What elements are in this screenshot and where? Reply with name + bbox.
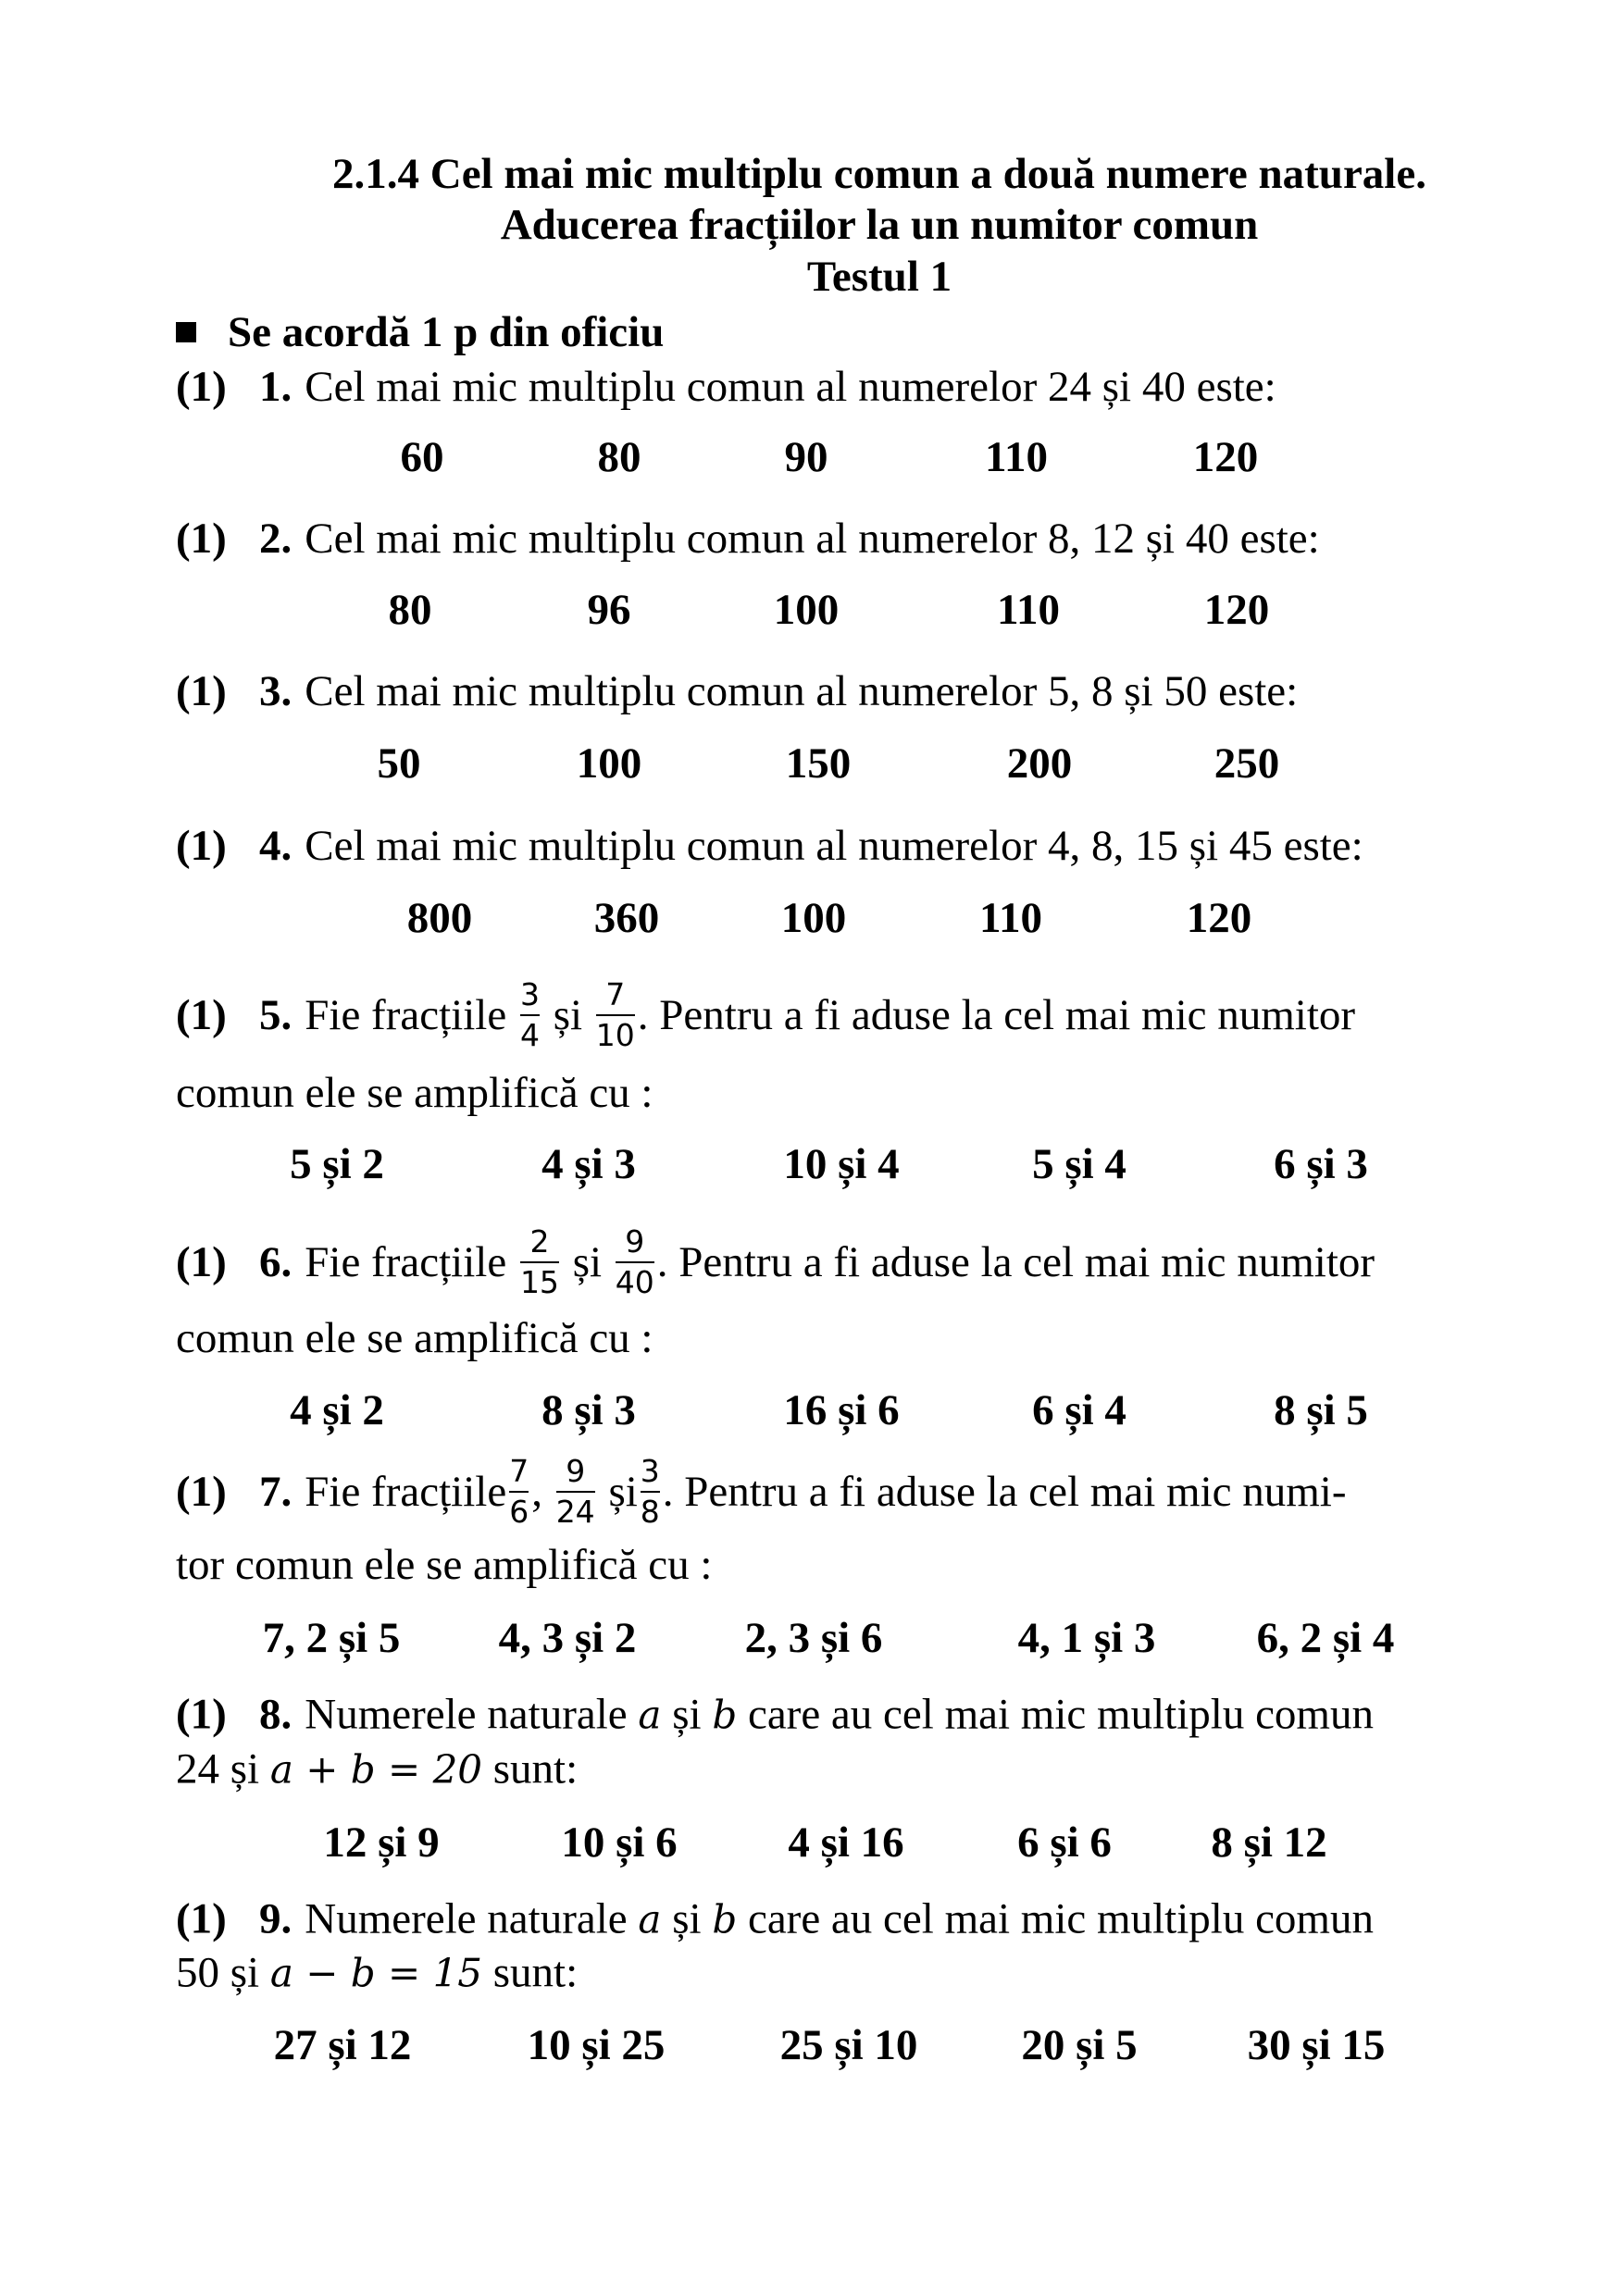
question-text: Cel mai mic multiplu comun al numerelor 5, 8 și 50 este: [305, 667, 1299, 715]
answer-option[interactable]: 110 [985, 433, 1048, 481]
numerator: 9 [625, 1223, 645, 1260]
numerator: 7 [605, 976, 626, 1012]
question-text-line2: comun ele se amplifică cu : [176, 1069, 653, 1117]
conjunction: și [572, 1237, 603, 1286]
answer-option[interactable]: 10 și 25 [527, 2021, 666, 2069]
variable-a: a [638, 1692, 662, 1738]
question-number: 9. [259, 1894, 292, 1943]
answer-option[interactable]: 200 [1006, 739, 1073, 788]
answer-option[interactable]: 120 [1186, 894, 1252, 942]
denominator: 15 [519, 1264, 559, 1300]
denominator: 6 [509, 1494, 529, 1530]
answer-option[interactable]: 80 [597, 433, 641, 481]
answer-option[interactable]: 8 și 5 [1274, 1386, 1368, 1434]
answer-option[interactable]: 96 [587, 586, 631, 634]
answer-option[interactable]: 100 [780, 894, 847, 942]
answer-option[interactable]: 360 [593, 894, 660, 942]
answer-option[interactable]: 6 și 3 [1274, 1140, 1368, 1188]
points: (1) [176, 1690, 227, 1739]
answer-option[interactable]: 2, 3 și 6 [744, 1614, 883, 1662]
answer-option[interactable]: 50 [377, 739, 421, 788]
answer-option[interactable]: 100 [576, 739, 642, 788]
section-title: 2.1.4 Cel mai mic multiplu comun a două numere naturale. [332, 150, 1426, 198]
variable-b: b [712, 1692, 738, 1738]
numerator: 2 [529, 1223, 550, 1260]
question-text: . Pentru a fi aduse la cel mai mic numi- [662, 1467, 1347, 1516]
question-2 [176, 511, 1320, 566]
answer-option[interactable]: 12 și 9 [323, 1818, 440, 1867]
question-text: care au cel mai mic multiplu comun [747, 1690, 1374, 1739]
points: (1) [176, 990, 227, 1039]
question-7 [176, 1453, 1347, 1533]
question-number: 4. [259, 822, 292, 870]
answer-option[interactable]: 16 și 6 [783, 1386, 900, 1434]
numerator: 7 [509, 1453, 529, 1489]
question-1 [176, 359, 1276, 415]
question-text: Fie fracțiile [305, 990, 507, 1039]
conjunction: și [608, 1467, 638, 1516]
answer-option[interactable]: 120 [1203, 586, 1270, 634]
question-text: Fie fracțiile [305, 1467, 507, 1516]
answer-option[interactable]: 110 [997, 586, 1060, 634]
fraction [641, 1454, 660, 1530]
points: (1) [176, 667, 227, 715]
math-expression: a + b = 20 [269, 1746, 483, 1793]
question-text: 24 și [176, 1744, 260, 1793]
question-text: sunt: [492, 1948, 579, 1997]
fraction [520, 1224, 559, 1300]
answer-option[interactable]: 120 [1192, 433, 1259, 481]
question-text: Cel mai mic multiplu comun al numerelor 4, 8, 15 și 45 este: [305, 822, 1363, 870]
answer-option[interactable]: 80 [388, 586, 432, 634]
question-8 [176, 1687, 1374, 1744]
denominator: 24 [555, 1494, 595, 1530]
question-number: 6. [259, 1237, 292, 1286]
question-4 [176, 818, 1363, 874]
answer-option[interactable]: 4 și 3 [541, 1140, 636, 1188]
question-text-line2: tor comun ele se amplifică cu : [176, 1541, 713, 1589]
numerator: 9 [566, 1453, 586, 1489]
answer-option[interactable]: 5 și 4 [1032, 1140, 1126, 1188]
answer-option[interactable]: 4, 1 și 3 [1017, 1614, 1156, 1662]
points: (1) [176, 515, 227, 563]
question-number: 7. [259, 1467, 292, 1516]
denominator: 10 [595, 1017, 635, 1053]
question-text: Fie fracțiile [305, 1237, 507, 1286]
denominator: 40 [615, 1264, 654, 1300]
question-text: Cel mai mic multiplu comun al numerelor 24 și 40 este: [305, 363, 1276, 411]
conjunction: și [672, 1690, 702, 1739]
answer-option[interactable]: 250 [1214, 739, 1280, 788]
answer-option[interactable]: 800 [406, 894, 473, 942]
denominator: 8 [640, 1494, 660, 1530]
question-text: Numerele naturale [305, 1894, 628, 1943]
question-9 [176, 1892, 1374, 1948]
conjunction: și [553, 990, 583, 1039]
variable-b: b [712, 1896, 738, 1942]
question-text: 50 și [176, 1948, 260, 1997]
question-number: 5. [259, 990, 292, 1039]
question-8-line2 [176, 1742, 578, 1798]
comma: , [531, 1467, 542, 1516]
answer-option[interactable]: 90 [784, 433, 828, 481]
answer-option[interactable]: 8 și 12 [1211, 1818, 1327, 1867]
note-text: Se acordă 1 p din oficiu [228, 308, 665, 356]
answer-option[interactable]: 10 și 4 [783, 1140, 900, 1188]
fraction [520, 977, 540, 1053]
answer-option[interactable]: 10 și 6 [561, 1818, 678, 1867]
points: (1) [176, 363, 227, 411]
answer-option[interactable]: 7, 2 și 5 [262, 1614, 401, 1662]
answer-option[interactable]: 60 [400, 433, 444, 481]
answer-option[interactable]: 4, 3 și 2 [498, 1614, 637, 1662]
answer-option[interactable]: 6 și 4 [1032, 1386, 1126, 1434]
fraction [616, 1224, 654, 1300]
question-number: 2. [259, 515, 292, 563]
answer-option[interactable]: 4 și 2 [290, 1386, 384, 1434]
square-bullet-icon [176, 322, 196, 342]
points: (1) [176, 1894, 227, 1943]
question-text: Numerele naturale [305, 1690, 628, 1739]
answer-option[interactable]: 6 și 6 [1017, 1818, 1112, 1867]
conjunction: și [672, 1894, 702, 1943]
section-subtitle: Aducerea fracțiilor la un numitor comun [500, 201, 1259, 249]
fraction [596, 977, 635, 1053]
test-title: Testul 1 [806, 253, 952, 301]
answer-option[interactable]: 4 și 16 [788, 1818, 904, 1867]
question-text: care au cel mai mic multiplu comun [747, 1894, 1374, 1943]
answer-option[interactable]: 100 [773, 586, 840, 634]
variable-a: a [638, 1896, 662, 1942]
points: (1) [176, 822, 227, 870]
math-expression: a − b = 15 [269, 1950, 483, 1996]
denominator: 4 [519, 1017, 540, 1053]
points: (1) [176, 1467, 227, 1516]
answer-option[interactable]: 110 [979, 894, 1042, 942]
answer-option[interactable]: 8 și 3 [541, 1386, 636, 1434]
numerator: 3 [640, 1453, 660, 1489]
question-text: sunt: [492, 1744, 579, 1793]
answer-option[interactable]: 27 și 12 [273, 2021, 412, 2069]
question-text: . Pentru a fi aduse la cel mai mic numitor [637, 990, 1356, 1039]
answer-option[interactable]: 30 și 15 [1247, 2021, 1386, 2069]
answer-option[interactable]: 6, 2 și 4 [1256, 1614, 1395, 1662]
answer-option[interactable]: 150 [785, 739, 852, 788]
question-number: 3. [259, 667, 292, 715]
question-number: 8. [259, 1690, 292, 1739]
answer-option[interactable]: 20 și 5 [1021, 2021, 1138, 2069]
question-5 [176, 976, 1356, 1057]
question-6 [176, 1223, 1375, 1304]
numerator: 3 [519, 976, 540, 1012]
question-text: . Pentru a fi aduse la cel mai mic numitor [656, 1237, 1375, 1286]
answer-option[interactable]: 25 și 10 [779, 2021, 918, 2069]
question-number: 1. [259, 363, 292, 411]
points: (1) [176, 1237, 227, 1286]
answer-option[interactable]: 5 și 2 [290, 1140, 384, 1188]
fraction [509, 1454, 529, 1530]
question-text-line2: comun ele se amplifică cu : [176, 1314, 653, 1362]
question-text: Cel mai mic multiplu comun al numerelor 8, 12 și 40 este: [305, 515, 1320, 563]
question-3 [176, 664, 1298, 719]
fraction [556, 1454, 595, 1530]
question-9-line2 [176, 1945, 578, 2002]
note-line [176, 304, 664, 360]
